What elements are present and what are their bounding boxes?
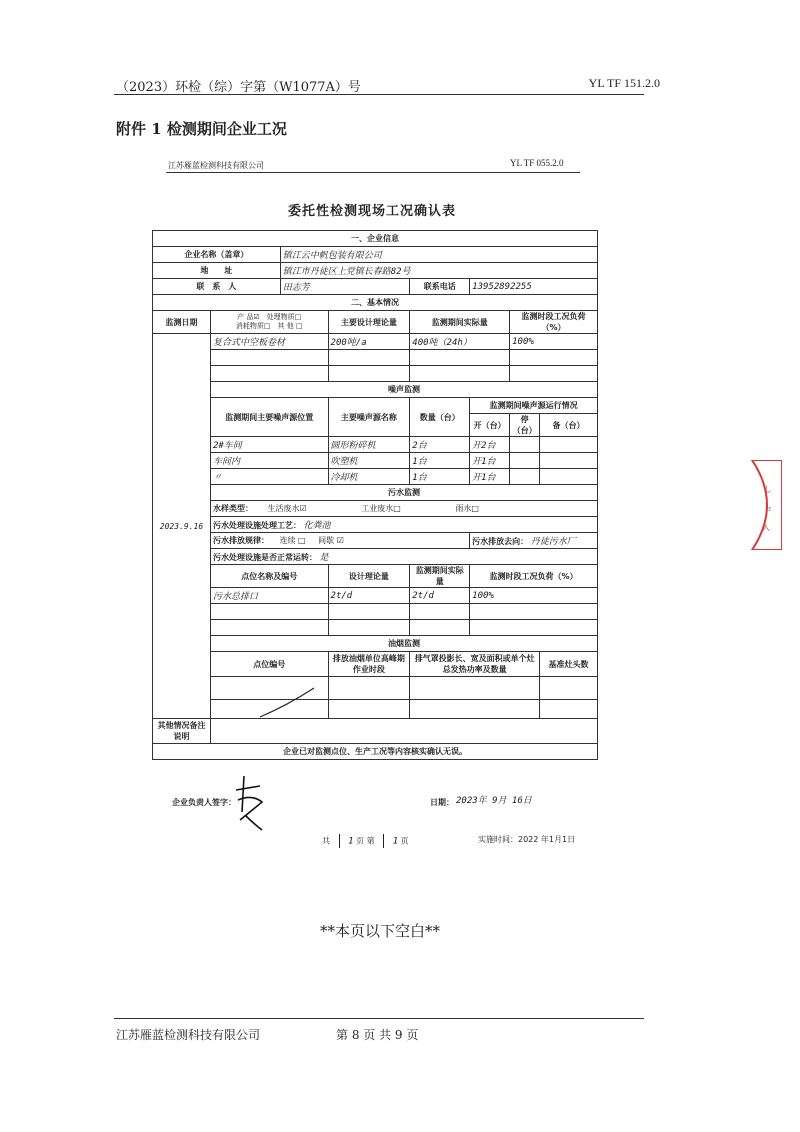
empty-cell xyxy=(328,366,410,382)
empty-cell xyxy=(210,620,328,636)
noise-spare-header: 备（台） xyxy=(540,414,598,437)
header-divider xyxy=(114,94,644,95)
empty-cell xyxy=(410,350,510,366)
water-actual-value: 2t/d xyxy=(410,588,470,604)
fume-point-header: 点位编号 xyxy=(210,652,328,677)
date-value: 2023年 9月 16日 xyxy=(456,796,532,806)
noise-row-qty: 1台 xyxy=(410,453,470,469)
pages-total-value: 1 xyxy=(348,836,354,847)
product-actual: 400吨（24h） xyxy=(410,334,510,350)
actual-amount-label: 监测期间实际量 xyxy=(410,311,510,334)
date-label: 日期： xyxy=(430,798,454,807)
discharge-continuous-option: 连续 □ xyxy=(279,536,306,545)
water-actual-header: 监测期间实际量 xyxy=(410,565,470,588)
form-code: YL TF 055.2.0 xyxy=(510,158,564,168)
empty-cell xyxy=(540,677,598,700)
fume-stoves-header: 基准灶头数 xyxy=(540,652,598,677)
noise-row-stop xyxy=(510,437,540,453)
implementation-date: 实施时间：2022 年1月1日 xyxy=(478,835,576,844)
empty-cell xyxy=(510,350,598,366)
attachment-title: 附件 1 检测期间企业工况 xyxy=(116,120,287,138)
noise-row-spare xyxy=(540,469,598,485)
noise-row-position: 〃 xyxy=(210,469,328,485)
phone-value: 13952892255 xyxy=(470,279,598,295)
empty-cell xyxy=(410,677,540,700)
water-design-value: 2t/d xyxy=(328,588,410,604)
empty-cell xyxy=(410,604,470,620)
water-load-value: 100% xyxy=(470,588,598,604)
blank-below-note: **本页以下空白** xyxy=(319,922,440,940)
noise-row-qty: 2台 xyxy=(410,437,470,453)
empty-cell xyxy=(210,350,328,366)
pages-current-value: 1 xyxy=(392,836,399,847)
noise-row-position: 车间内 xyxy=(210,453,328,469)
noise-row-spare xyxy=(540,453,598,469)
footer-company: 江苏雁蓝检测科技有限公司 xyxy=(116,1028,261,1042)
product-name: 复合式中空板卷材 xyxy=(210,334,328,350)
discharge-dest-label: 污水排放去向： xyxy=(472,537,529,546)
monitor-date-label: 监测日期 xyxy=(153,311,211,334)
confirm-statement: 企业已对监测点位、生产工况等内容核实确认无误。 xyxy=(153,744,598,760)
footer-page-number: 第 8 页 共 9 页 xyxy=(336,1028,419,1042)
water-type-label: 水样类型： xyxy=(212,504,253,513)
water-domestic-option: 生活废水☑ xyxy=(267,504,307,513)
svg-text:し: し xyxy=(764,485,772,494)
empty-cell xyxy=(210,604,328,620)
noise-row-source: 吹塑机 xyxy=(328,453,410,469)
load-percent-label: 监测时段工况负荷（%） xyxy=(510,311,598,334)
water-process-value: 化粪池 xyxy=(303,521,331,531)
water-type-row xyxy=(210,501,597,517)
water-section-title: 污水监测 xyxy=(210,485,597,501)
empty-cell xyxy=(540,700,598,719)
phone-label: 联系电话 xyxy=(410,279,470,295)
product-type-options xyxy=(210,311,328,334)
form-company: 江苏雁蓝检测科技有限公司 xyxy=(168,161,264,170)
empty-cell xyxy=(470,604,598,620)
product-type-line-1: 产 品☑ 处理物质□ xyxy=(237,313,302,321)
signature-label: 企业负责人签字： xyxy=(172,798,236,807)
form-title: 委托性检测现场工况确认表 xyxy=(287,204,456,219)
worksite-confirmation-form xyxy=(152,230,598,760)
pages-total-divider xyxy=(339,834,340,848)
water-industrial-option: 工业废水□ xyxy=(361,504,401,513)
noise-row-qty: 1台 xyxy=(410,469,470,485)
facility-normal-row xyxy=(210,549,597,565)
facility-normal-value: 是 xyxy=(319,553,329,563)
address-value: 镇江市丹徒区上党镇长春路82号 xyxy=(280,263,597,279)
water-rain-option: 雨水□ xyxy=(455,504,479,513)
company-name-label: 企业名称（盖章） xyxy=(153,247,281,263)
noise-row-source: 圆形粉碎机 xyxy=(328,437,410,453)
contact-label: 联 系 人 xyxy=(153,279,281,295)
footer-divider xyxy=(114,1018,644,1019)
svg-text:コ: コ xyxy=(764,505,772,514)
form-page-indicator xyxy=(322,834,409,848)
empty-cell xyxy=(410,620,470,636)
product-type-line-2: 消耗物质□ 其 他 □ xyxy=(235,322,303,330)
section-company-info: 一、企业信息 xyxy=(153,231,598,247)
noise-row-on: 开1台 xyxy=(470,469,510,485)
product-load: 100% xyxy=(510,334,598,350)
noise-row-on: 开1台 xyxy=(470,453,510,469)
empty-cell xyxy=(410,366,510,382)
svg-text:入: 入 xyxy=(762,523,770,532)
pages-total-label: 共 xyxy=(322,836,330,846)
empty-cell xyxy=(328,350,410,366)
noise-stop-header: 停（台） xyxy=(510,414,540,437)
report-number: （2023）环检（综）字第（W1077A）号 xyxy=(116,80,361,95)
pages-suffix: 页 xyxy=(400,836,409,846)
water-point-header: 点位名称及编号 xyxy=(210,565,328,588)
empty-cell xyxy=(510,366,598,382)
section-basic-info: 二、基本情况 xyxy=(153,295,598,311)
discharge-dest-value: 丹徒污水厂 xyxy=(530,537,576,547)
doc-code: YL TF 151.2.0 xyxy=(588,76,660,90)
empty-cell xyxy=(470,620,598,636)
discharge-dest-cell xyxy=(470,533,598,549)
fume-strike-line xyxy=(258,685,318,720)
discharge-rule-label: 污水排放规律： xyxy=(212,536,269,545)
noise-source-header: 主要噪声源名称 xyxy=(328,398,410,437)
discharge-rule-cell xyxy=(210,533,469,549)
empty-cell xyxy=(410,700,540,719)
noise-row-spare xyxy=(540,437,598,453)
monitor-date-value: 2023.9.16 xyxy=(153,334,211,719)
water-point-value: 污水总排口 xyxy=(210,588,328,604)
product-design: 200吨/a xyxy=(328,334,410,350)
fume-section-title: 油烟监测 xyxy=(210,636,597,652)
fume-hood-header: 排气罩投影长、宽及面积或单个灶总发热功率及数量 xyxy=(410,652,540,677)
noise-row-position: 2#车间 xyxy=(210,437,328,453)
noise-row-on: 开2台 xyxy=(470,437,510,453)
company-name-value: 镇江云中帆包装有限公司 xyxy=(280,247,597,263)
water-process-label: 污水处理设施处理工艺： xyxy=(212,521,301,530)
water-process-row xyxy=(210,517,597,533)
noise-qty-header: 数量（台） xyxy=(410,398,470,437)
contact-value: 田志芳 xyxy=(280,279,410,295)
empty-cell xyxy=(328,620,410,636)
discharge-intermittent-option: 间歇 ☑ xyxy=(318,536,344,545)
pages-label: 页 第 xyxy=(356,836,375,846)
noise-position-header: 监测期间主要噪声源位置 xyxy=(210,398,328,437)
noise-running-header: 监测期间噪声源运行情况 xyxy=(470,398,598,414)
red-seal-edge xyxy=(742,460,782,550)
water-design-header: 设计理论量 xyxy=(328,565,410,588)
empty-cell xyxy=(328,604,410,620)
other-notes-label: 其他情况备注说明 xyxy=(153,719,211,744)
other-notes-value xyxy=(210,719,597,744)
noise-row-stop xyxy=(510,469,540,485)
address-label: 地 址 xyxy=(153,263,281,279)
empty-cell xyxy=(210,366,328,382)
empty-cell xyxy=(328,677,410,700)
signature-scrawl xyxy=(232,772,272,832)
empty-cell xyxy=(328,700,410,719)
water-load-header: 监测时段工况负荷（%） xyxy=(470,565,598,588)
noise-row-stop xyxy=(510,453,540,469)
noise-row-source: 冷却机 xyxy=(328,469,410,485)
pages-current-divider xyxy=(383,834,384,848)
facility-normal-label: 污水处理设施是否正常运转： xyxy=(212,553,317,562)
form-header-divider xyxy=(166,172,580,173)
design-capacity-label: 主要设计理论量 xyxy=(328,311,410,334)
noise-section-title: 噪声监测 xyxy=(210,382,597,398)
noise-on-header: 开（台） xyxy=(470,414,510,437)
fume-peak-header: 排放油烟单位高峰期作业时段 xyxy=(328,652,410,677)
